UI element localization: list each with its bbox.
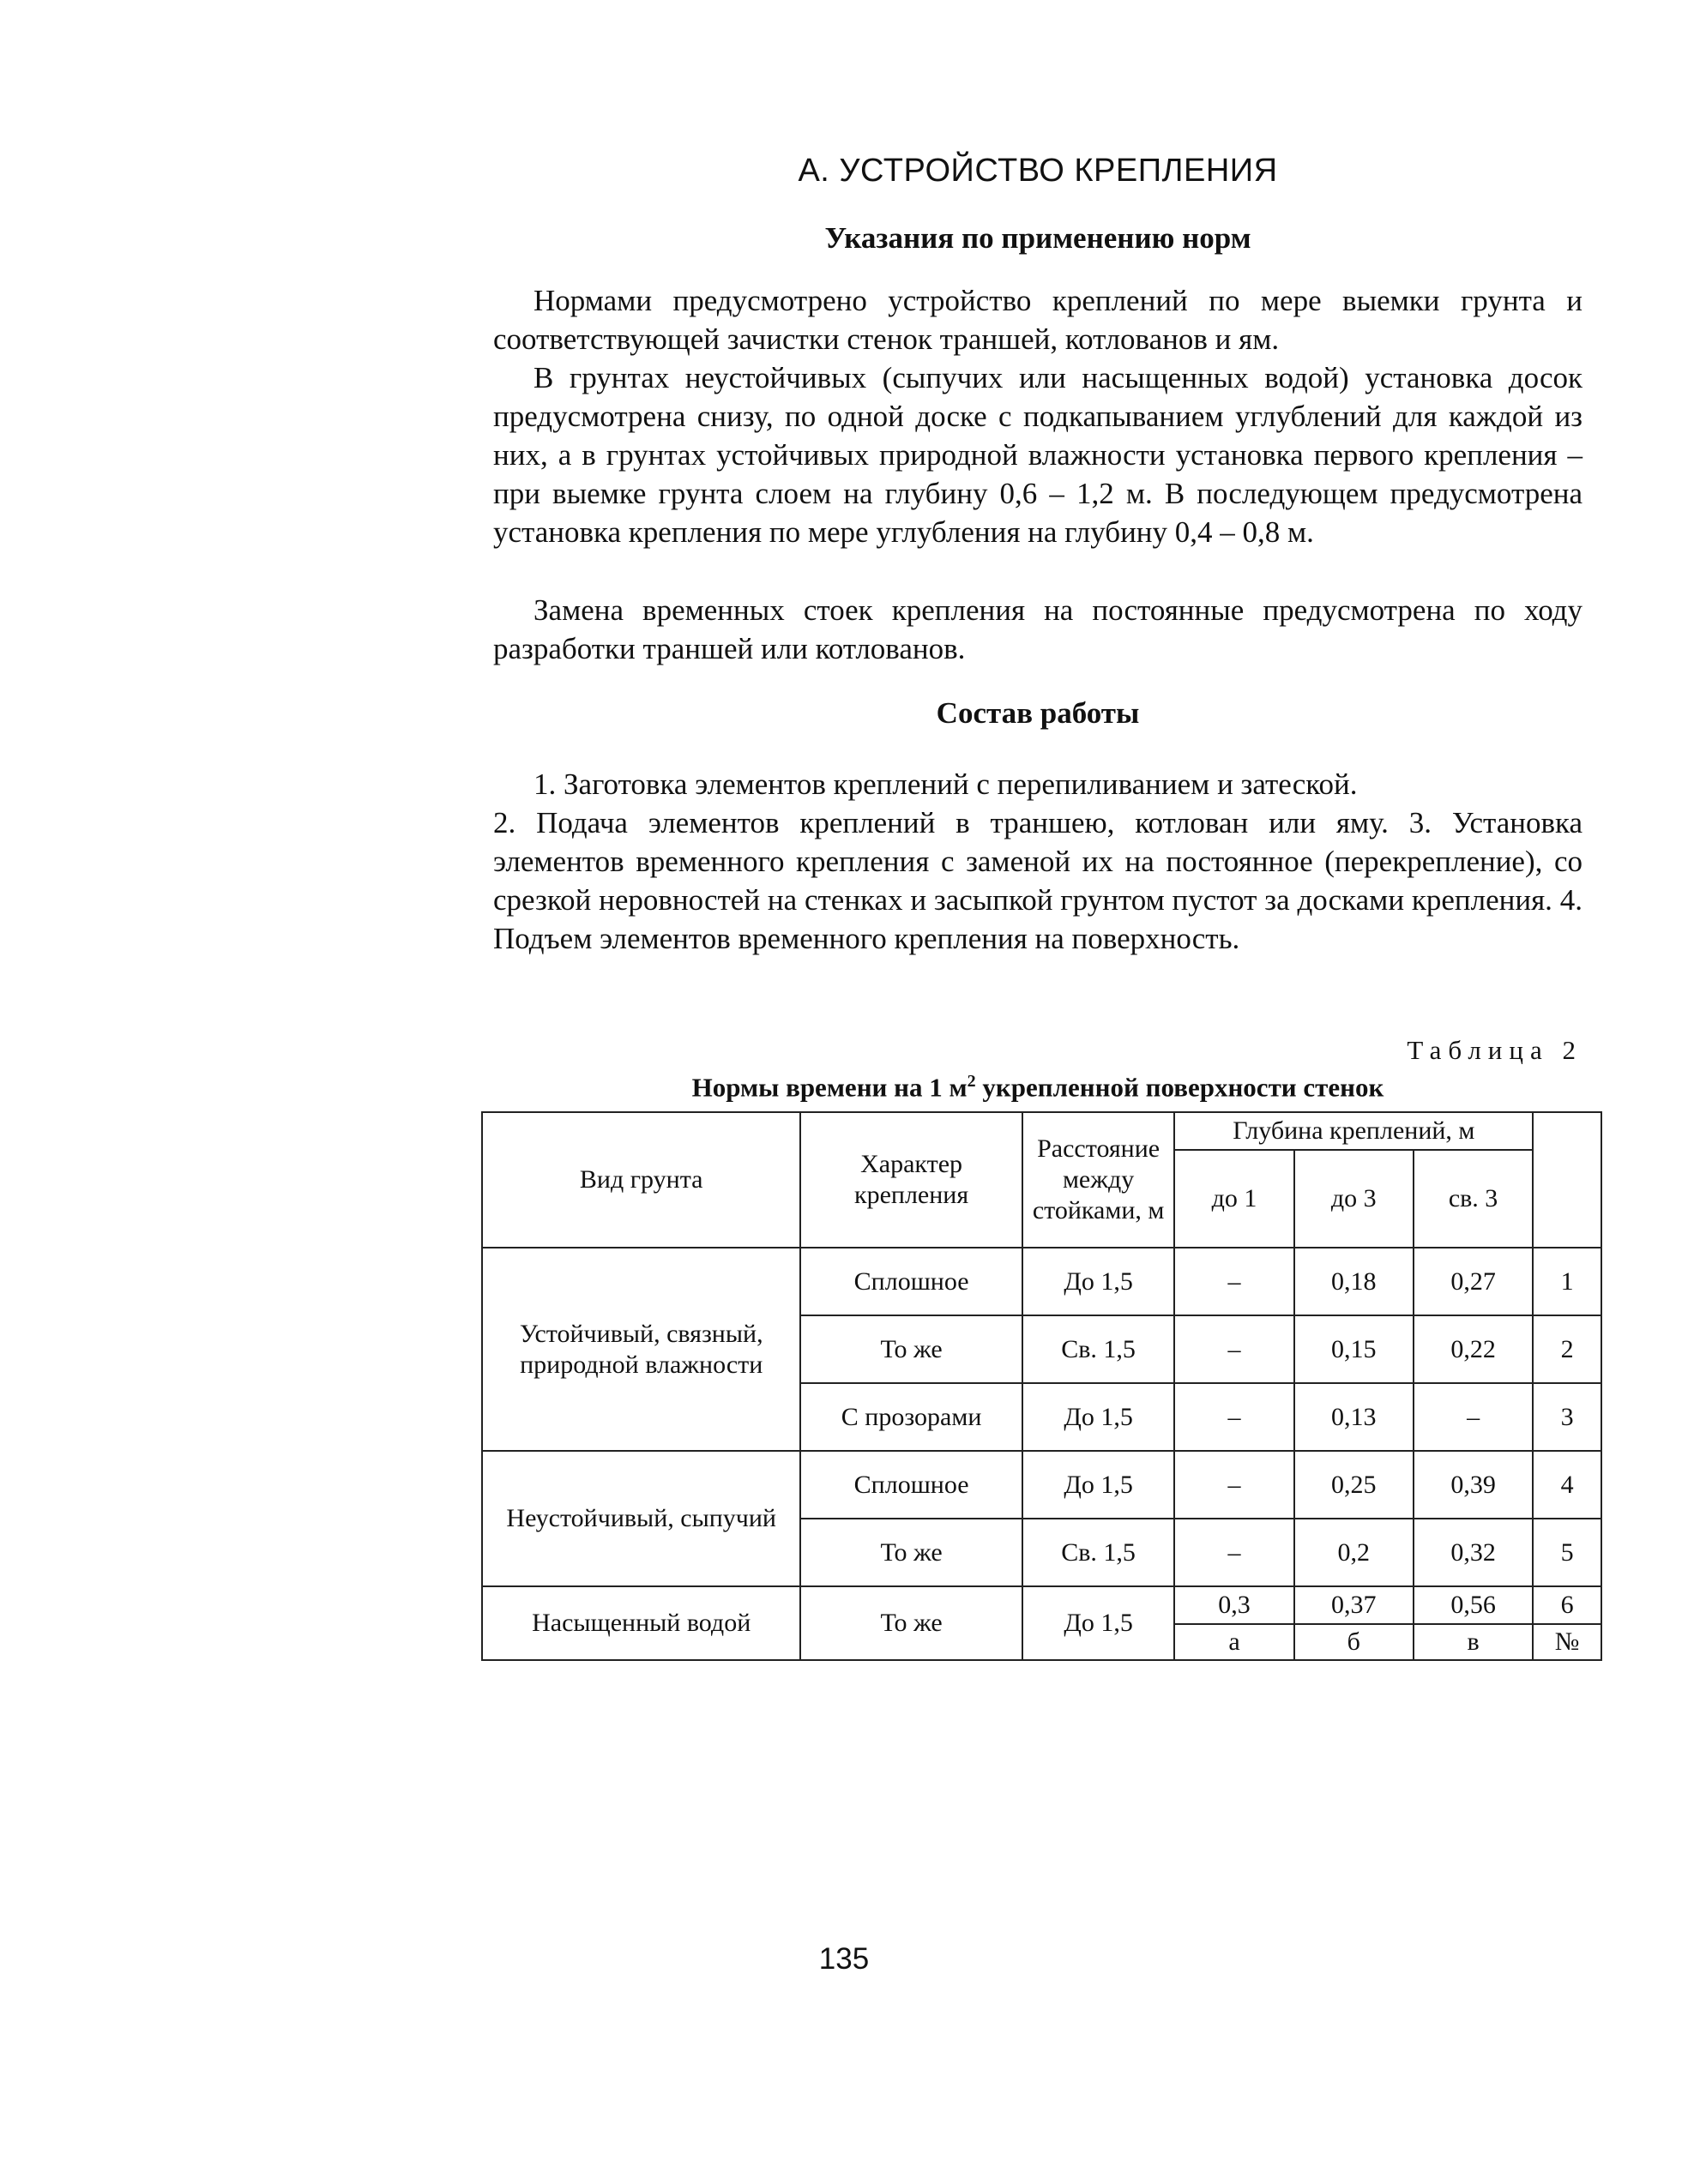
- row-3-depth-a: –: [1174, 1383, 1293, 1451]
- row-2-depth-c: 0,22: [1414, 1315, 1533, 1383]
- work-item-1: 1. Заготовка элементов креплений с перепиливанием и затеской.: [534, 767, 1358, 801]
- row-1-depth-a: –: [1174, 1248, 1293, 1315]
- header-support-type: Характер крепления: [800, 1112, 1022, 1248]
- page-number: 135: [818, 1942, 870, 1976]
- row-4-number: 4: [1533, 1451, 1601, 1519]
- guidance-paragraph-3: Замена временных стоек крепления на постоянные предусмотрена по ходу разработки траншей или котлованов.: [493, 593, 1582, 665]
- row-2-distance: Св. 1,5: [1022, 1315, 1175, 1383]
- row-4-depth-a: –: [1174, 1451, 1293, 1519]
- row-4-type: Сплошное: [800, 1451, 1022, 1519]
- row-6-depth-c: 0,56: [1414, 1586, 1533, 1624]
- group-soil-stable: Устойчивый, связный, природной влажности: [482, 1248, 800, 1451]
- row-5-depth-b: 0,2: [1294, 1519, 1414, 1586]
- section-title: А. УСТРОЙСТВО КРЕПЛЕНИЯ: [798, 153, 1278, 189]
- row-2-number: 2: [1533, 1315, 1601, 1383]
- row-6-depth-b: 0,37: [1294, 1586, 1414, 1624]
- header-depth-up-to-3: до 3: [1294, 1150, 1414, 1248]
- row-3-number: 3: [1533, 1383, 1601, 1451]
- row-5-type: То же: [800, 1519, 1022, 1586]
- footer-col-number: №: [1533, 1624, 1601, 1660]
- table-title: [480, 1072, 1595, 1103]
- header-post-distance: Расстояние между стойками, м: [1022, 1112, 1175, 1248]
- guidance-paragraph-1: Нормами предусмотрено устройство креплений по мере выемки грунта и соответствующей зачистки стенок траншей, котлованов и ям.: [493, 284, 1582, 356]
- row-3-depth-b: 0,13: [1294, 1383, 1414, 1451]
- row-6-number: 6: [1533, 1586, 1601, 1624]
- row-4-distance: До 1,5: [1022, 1451, 1175, 1519]
- header-depth-over-3: св. 3: [1414, 1150, 1533, 1248]
- row-5-depth-c: 0,32: [1414, 1519, 1533, 1586]
- work-heading: Состав работы: [936, 696, 1140, 730]
- group-soil-saturated: Насыщенный водой: [482, 1586, 800, 1660]
- header-depth-group: Глубина креплений, м: [1174, 1112, 1533, 1150]
- guidance-heading: Указания по применению норм: [824, 221, 1251, 255]
- header-soil-type: Вид грунта: [482, 1112, 800, 1248]
- norms-table: [481, 1111, 1602, 1661]
- header-number-blank: [1533, 1112, 1601, 1248]
- table-title-main: Нормы времени на 1 м: [691, 1072, 968, 1103]
- row-3-distance: До 1,5: [1022, 1383, 1175, 1451]
- row-5-depth-a: –: [1174, 1519, 1293, 1586]
- header-depth-up-to-1: до 1: [1174, 1150, 1293, 1248]
- row-3-depth-c: –: [1414, 1383, 1533, 1451]
- table-title-superscript: 2: [967, 1072, 976, 1091]
- row-2-depth-a: –: [1174, 1315, 1293, 1383]
- footer-col-b: б: [1294, 1624, 1414, 1660]
- footer-col-a: а: [1174, 1624, 1293, 1660]
- row-2-depth-b: 0,15: [1294, 1315, 1414, 1383]
- row-6-type: То же: [800, 1586, 1022, 1660]
- row-5-distance: Св. 1,5: [1022, 1519, 1175, 1586]
- group-soil-unstable: Неустойчивый, сыпучий: [482, 1451, 800, 1586]
- row-1-number: 1: [1533, 1248, 1601, 1315]
- row-1-depth-c: 0,27: [1414, 1248, 1533, 1315]
- table-label: Таблица 2: [1407, 1035, 1582, 1065]
- row-4-depth-b: 0,25: [1294, 1451, 1414, 1519]
- row-1-type: Сплошное: [800, 1248, 1022, 1315]
- row-1-distance: До 1,5: [1022, 1248, 1175, 1315]
- row-6-depth-a: 0,3: [1174, 1586, 1293, 1624]
- row-3-type: С прозорами: [800, 1383, 1022, 1451]
- row-6-distance: До 1,5: [1022, 1586, 1175, 1660]
- row-5-number: 5: [1533, 1519, 1601, 1586]
- work-items-rest: 2. Подача элементов креплений в траншею, котлован или яму. 3. Установка элементов временного крепления с заменой их на постоянное (перекрепление), со срезкой неровностей на стенках и засыпкой грунтом пустот за досками крепления. 4. Подъем элементов временного крепления на поверхность.: [493, 806, 1582, 955]
- guidance-paragraph-2: В грунтах неустойчивых (сыпучих или насыщенных водой) установка досок предусмотрена снизу, по одной доске с подкапыванием углублений для каждой из них, а в грунтах устойчивых природной влажности установка первого крепления – при выемке грунта слоем на глубину 0,6 – 1,2 м. В последующем предусмотрена установка крепления по мере углубления на глубину 0,4 – 0,8 м.: [493, 361, 1582, 549]
- footer-col-c: в: [1414, 1624, 1533, 1660]
- row-1-depth-b: 0,18: [1294, 1248, 1414, 1315]
- row-2-type: То же: [800, 1315, 1022, 1383]
- row-4-depth-c: 0,39: [1414, 1451, 1533, 1519]
- table-title-tail: укрепленной поверхности стенок: [975, 1072, 1384, 1103]
